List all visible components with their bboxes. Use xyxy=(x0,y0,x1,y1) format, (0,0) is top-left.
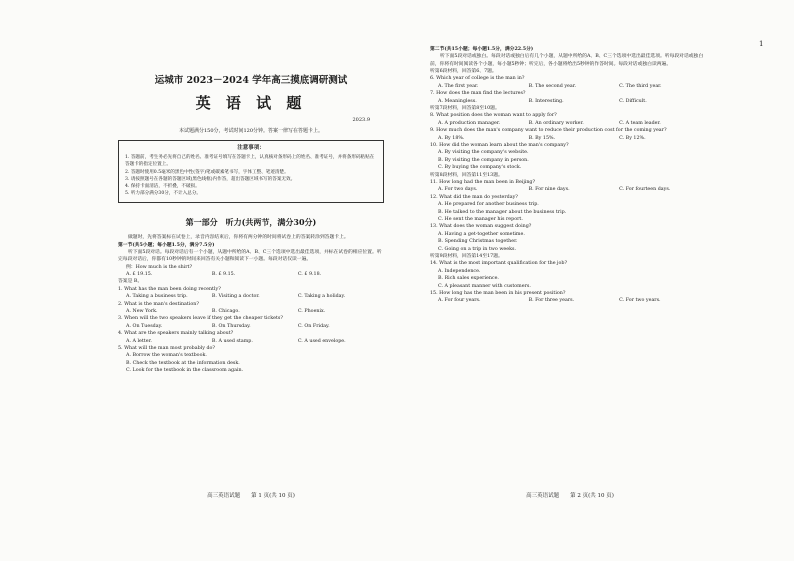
question-text: 4. What are the speakers mainly talking about? xyxy=(118,331,234,337)
question-text: 3. When will the two speakers leave if they get the cheaper tickets? xyxy=(118,316,283,322)
option: B. For nine days. xyxy=(528,187,570,193)
notice-item: 2. 答题时使用0.5毫米的黑色中性(签字)笔或碳素笔书写，字体工整、笔迹清楚。 xyxy=(125,169,289,175)
question-item xyxy=(118,330,384,345)
question-text: 9. How much does the man's company want to reduce their production cost for the coming year? xyxy=(430,128,667,134)
notice-title: 注意事项： xyxy=(237,145,265,151)
question-item xyxy=(118,315,384,330)
question-item xyxy=(430,290,710,305)
option: A. Borrow the woman's textbook. xyxy=(126,353,207,359)
option: C. Difficult. xyxy=(619,98,647,104)
option: C. £ 9.18. xyxy=(297,272,322,278)
option: A. Meaningless. xyxy=(438,98,477,104)
question-text: 15. How long has the man been in his present position? xyxy=(430,291,566,297)
option: C. A team leader. xyxy=(619,120,661,126)
option: C. A used envelope. xyxy=(297,338,346,344)
section-title: 第一部分 听力(共两节，满分30分) xyxy=(185,217,317,228)
example-question: 例：How much is the shirt? xyxy=(126,264,193,270)
option: B. For three years. xyxy=(528,298,575,304)
page-footer: 高三英语试题 第 2 页(共 10 页) xyxy=(526,493,614,499)
option: B. Visiting a doctor. xyxy=(211,294,260,300)
question-text: 7. How does the man find the lectures? xyxy=(430,91,526,97)
option: A. New York. xyxy=(126,309,158,315)
question-item xyxy=(430,127,710,142)
option: B. Spending Christmas together. xyxy=(438,239,518,245)
example-answer: 答案是 B。 xyxy=(118,279,143,285)
notice-item: 4. 保持卡面清洁，不折叠，不破损。 xyxy=(125,184,200,190)
option: C. For two years. xyxy=(619,298,661,304)
option: C. The third year. xyxy=(619,83,662,89)
option: C. Taking a holiday. xyxy=(297,294,346,300)
question-text: 8. What position does the woman want to apply for? xyxy=(430,113,557,119)
section-intro: 做题时，先将答案标在试卷上，录音内容结束后，你将有两分钟的时间将试卷上的答案转涂到答题卡上。 xyxy=(128,235,349,241)
question-text: 5. What will the man most probably do? xyxy=(118,346,215,352)
option: A. Having a get-together sometime. xyxy=(438,231,525,237)
option: A. A production manager. xyxy=(438,120,501,126)
page-mark: 1 xyxy=(759,40,764,48)
option: A. Independence. xyxy=(438,268,481,274)
part2-instructions: 听下面5段对话或独白。每段对话或独白后有几个小题，从题中所给的A、B、C三个选项中选出最佳选项。听每段对话或独白前，你将有时间阅读各个小题，每小题5秒钟；听完后，各小题将给出5秒钟的作答时间。每段对话或独白读两遍。 xyxy=(430,54,704,67)
question-item xyxy=(430,260,710,290)
notice-item: 5. 听力部分满分30分，不计入总分。 xyxy=(125,191,202,197)
option: A. By visiting the company's website. xyxy=(438,150,529,156)
question-item xyxy=(430,142,710,172)
option: A. A letter. xyxy=(126,338,152,344)
option: C. By buying the company's stock. xyxy=(438,165,522,171)
subject-title: 英 语 试 题 xyxy=(195,94,307,112)
part2-header: 第二节(共15小题；每小题1.5分，满分22.5分) xyxy=(430,46,534,52)
option: A. He prepared for another business trip. xyxy=(438,202,539,208)
question-item xyxy=(430,223,710,253)
part1-instructions: 听下面5段对话。每段对话后有一个小题，从题中所给的A、B、C三个选项中选出最佳选项，并标在试卷的相应位置。听完每段对话后，你都有10秒钟的时间来回答有关小题和阅读下一小题。每段对话仅读一遍。 xyxy=(118,250,382,263)
question-text: 6. Which year of college is the man in? xyxy=(430,76,525,82)
notice-box xyxy=(118,140,384,203)
option: B. Interesting. xyxy=(528,98,564,104)
question-item xyxy=(118,345,384,375)
page-footer: 高三英语试题 第 1 页(共 10 页) xyxy=(207,493,295,499)
exam-title: 运城市 2023－2024 学年高三摸底调研测试 xyxy=(154,75,348,86)
question-text: 13. What does the woman suggest doing? xyxy=(430,224,532,230)
material-label: 听第9段材料，回答第14至17题。 xyxy=(430,254,503,260)
example-options xyxy=(118,271,384,278)
option: A. On Tuesday. xyxy=(126,323,163,329)
option: C. On Friday. xyxy=(297,323,330,329)
option: C. Phoenix. xyxy=(297,309,326,315)
notice-item: 3. 请按照题号在各题的答题区域(黑色线框)内作答，超出答题区域书写的答案无效。 xyxy=(125,176,296,182)
question-item xyxy=(430,112,710,127)
option: B. The second year. xyxy=(528,83,577,89)
option: C. He sent the manager his report. xyxy=(438,217,523,223)
question-text: 11. How long had the man been in Beijing? xyxy=(430,179,536,185)
question-item xyxy=(118,301,384,316)
question-item xyxy=(118,286,384,301)
exam-intro: 本试题满分150分，考试时间120分钟。答案一律写在答题卡上。 xyxy=(178,128,324,134)
question-text: 14. What is the most important qualification for the job? xyxy=(430,261,568,267)
question-item xyxy=(430,90,710,105)
question-item xyxy=(430,179,710,194)
option: C. Look for the textbook in the classroom again. xyxy=(126,368,244,374)
option: B. Rich sales experience. xyxy=(438,276,499,282)
question-text: 2. What is the man's destination? xyxy=(118,301,199,307)
option: C. A pleasant manner with customers. xyxy=(438,283,531,289)
option: A. The first year. xyxy=(438,83,479,89)
option: C. Going on a trip in two weeks. xyxy=(438,246,516,252)
question-text: 10. How did the woman learn about the man's company? xyxy=(430,142,569,148)
question-text: 1. What has the man been doing recently? xyxy=(118,286,221,292)
option: B. On Thursday. xyxy=(211,323,251,329)
option: C. For fourteen days. xyxy=(619,187,671,193)
option: A. £ 19.15. xyxy=(126,272,153,278)
option: B. An ordinary worker. xyxy=(528,120,584,126)
part1-header: 第一节(共5小题；每小题1.5分，满分7.5分) xyxy=(118,241,215,248)
question-item xyxy=(430,194,710,224)
material-label: 听第6段材料，回答第6、7题。 xyxy=(430,68,497,74)
option: B. Check the textbook at the information desk. xyxy=(126,360,240,366)
material-label: 听第7段材料，回答第8至10题。 xyxy=(430,105,500,111)
question-item xyxy=(430,75,710,90)
question-text: 12. What did the man do yesterday? xyxy=(430,194,518,200)
exam-date: 2023.9 xyxy=(352,117,370,123)
option: A. For two days. xyxy=(438,187,478,193)
option: B. He talked to the manager about the business trip. xyxy=(438,209,567,215)
option: B. £ 9.15. xyxy=(211,272,236,278)
option: A. For four years. xyxy=(438,298,481,304)
option: A. By 18%. xyxy=(438,135,465,141)
option: A. Taking a business trip. xyxy=(126,294,188,300)
notice-item: 1. 答题前，考生务必先将自己的姓名、准考证号填写在答题卡上，认真核对条形码上的姓名、准考证号，并将条形码粘贴在答题卡的指定位置上。 xyxy=(125,155,375,168)
option: B. Chicago. xyxy=(211,309,240,315)
material-label: 听第8段材料，回答第11至13题。 xyxy=(430,172,503,178)
option: B. By 15%. xyxy=(528,135,556,141)
right-page xyxy=(410,0,794,561)
option: B. A used stamp. xyxy=(211,338,253,344)
option: C. By 12%. xyxy=(619,135,646,141)
option: B. By visiting the company in person. xyxy=(438,157,529,163)
